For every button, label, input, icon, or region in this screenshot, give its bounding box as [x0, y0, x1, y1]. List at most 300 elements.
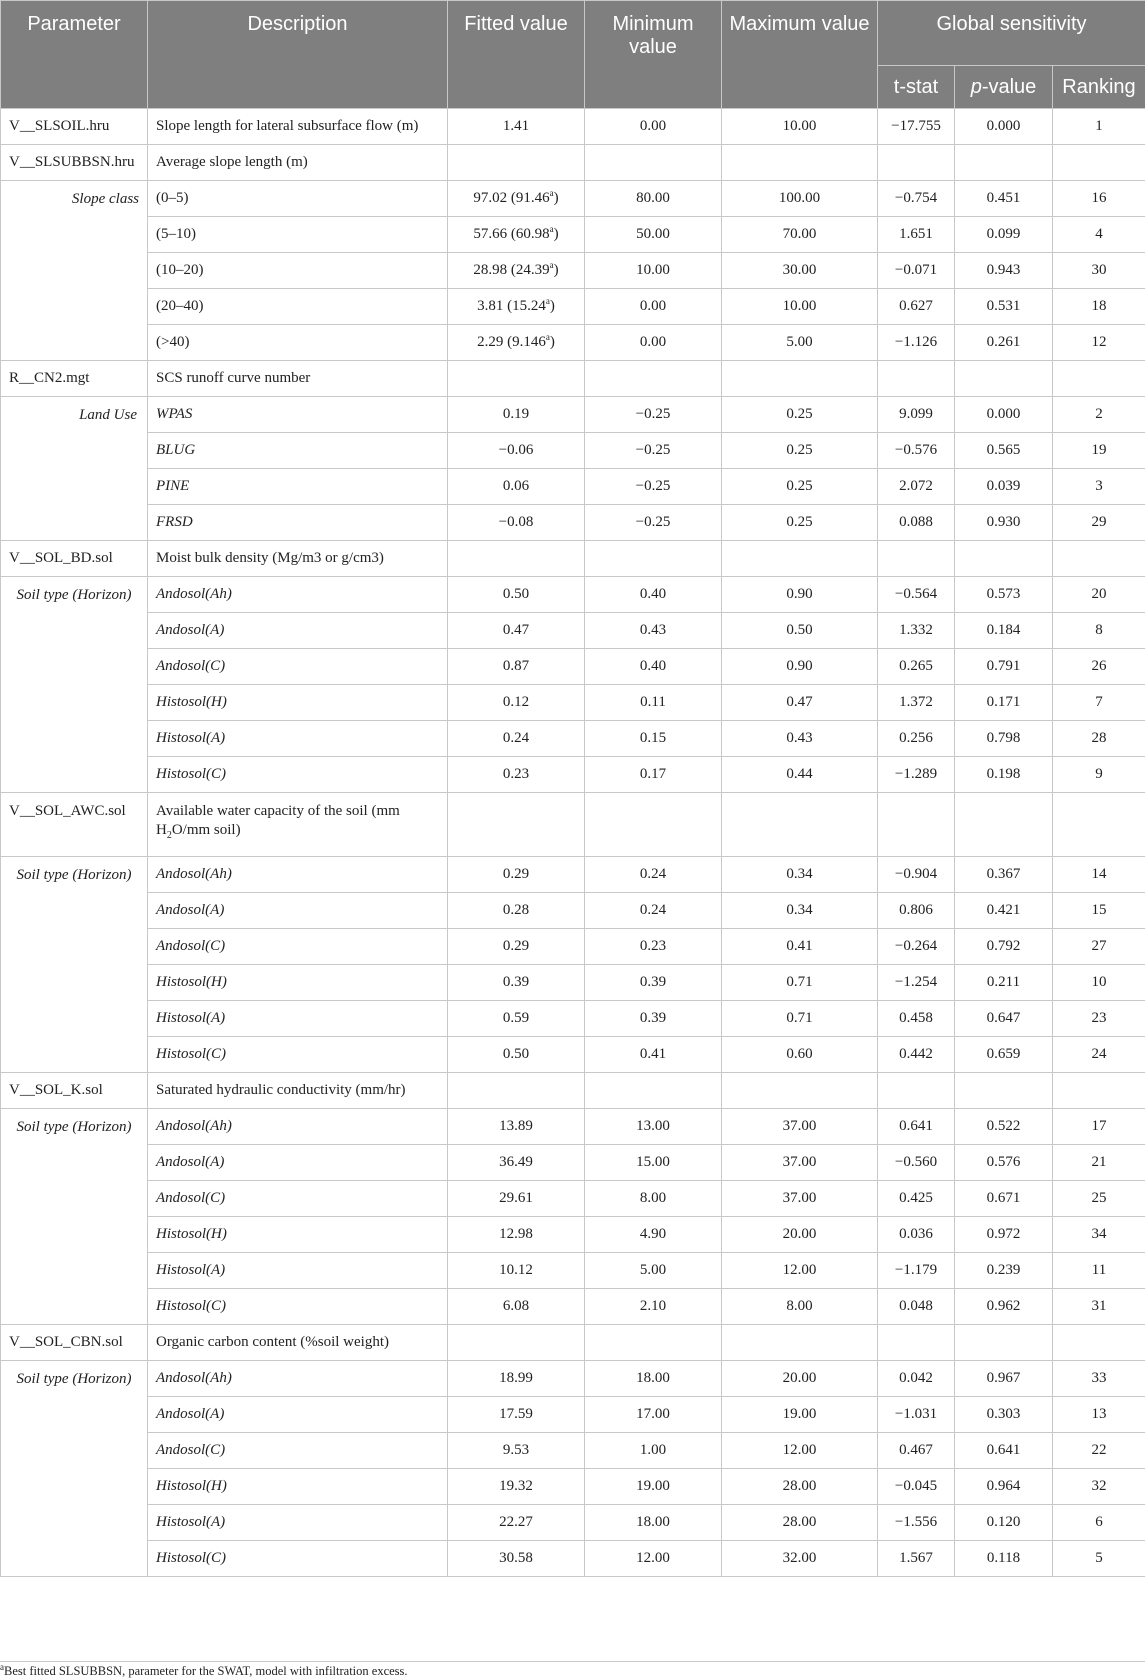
table-row [1, 1541, 1145, 1577]
group-label: Land Use [1, 397, 148, 541]
class-label: Histosol(A) [148, 721, 448, 757]
max-cell: 8.00 [722, 1289, 878, 1325]
fitted-cell: 0.59 [448, 1001, 585, 1037]
parameter-name: V__SOL_BD.sol [1, 541, 148, 577]
class-label: Andosol(C) [148, 929, 448, 965]
class-label: WPAS [148, 397, 448, 433]
ranking-cell: 2 [1053, 397, 1145, 433]
pvalue-cell: 0.303 [955, 1397, 1053, 1433]
pvalue-cell: 0.118 [955, 1541, 1053, 1577]
pvalue-cell: 0.930 [955, 505, 1053, 541]
pvalue-cell: 0.565 [955, 433, 1053, 469]
min-cell: 0.15 [585, 721, 722, 757]
max-cell: 12.00 [722, 1253, 878, 1289]
group-label: Soil type (Horizon) [1, 1109, 148, 1325]
table-row [1, 965, 1145, 1001]
ranking-cell: 3 [1053, 469, 1145, 505]
parameter-name: V__SOL_CBN.sol [1, 1325, 148, 1361]
ranking-cell: 8 [1053, 613, 1145, 649]
ranking-cell: 14 [1053, 857, 1145, 893]
pvalue-cell: 0.798 [955, 721, 1053, 757]
tstat-cell: 0.042 [878, 1361, 955, 1397]
fitted-cell: 0.19 [448, 397, 585, 433]
table-row [1, 325, 1145, 361]
class-label: PINE [148, 469, 448, 505]
fitted-cell: 13.89 [448, 1109, 585, 1145]
min-cell: −0.25 [585, 505, 722, 541]
tstat-cell: 0.627 [878, 289, 955, 325]
fitted-cell: 0.23 [448, 757, 585, 793]
pvalue-cell: 0.671 [955, 1181, 1053, 1217]
table-row [1, 1001, 1145, 1037]
min-cell: 0.24 [585, 857, 722, 893]
pvalue-cell: 0.261 [955, 325, 1053, 361]
ranking-cell: 32 [1053, 1469, 1145, 1505]
pvalue-cell: 0.099 [955, 217, 1053, 253]
max-cell: 0.41 [722, 929, 878, 965]
tstat-cell: −1.556 [878, 1505, 955, 1541]
tstat-cell: 1.332 [878, 613, 955, 649]
min-cell: 0.39 [585, 1001, 722, 1037]
ranking-cell: 18 [1053, 289, 1145, 325]
pvalue-cell: 0.171 [955, 685, 1053, 721]
max-cell: 37.00 [722, 1145, 878, 1181]
tstat-cell: 0.641 [878, 1109, 955, 1145]
group-label: Soil type (Horizon) [1, 577, 148, 793]
ranking-cell: 24 [1053, 1037, 1145, 1073]
table-body [1, 109, 1145, 1577]
max-cell: 0.25 [722, 433, 878, 469]
fitted-cell: 0.50 [448, 1037, 585, 1073]
table-row [1, 361, 1145, 397]
group-label: Slope class [1, 181, 148, 361]
parameter-description: Organic carbon content (%soil weight) [148, 1325, 448, 1361]
tstat-cell: 0.425 [878, 1181, 955, 1217]
ranking-cell: 9 [1053, 757, 1145, 793]
max-cell: 20.00 [722, 1361, 878, 1397]
table-row [1, 1397, 1145, 1433]
table-row [1, 1145, 1145, 1181]
max-cell: 10.00 [722, 289, 878, 325]
class-label: Andosol(Ah) [148, 577, 448, 613]
pvalue-cell: 0.972 [955, 1217, 1053, 1253]
min-cell: −0.25 [585, 469, 722, 505]
fitted-cell: 30.58 [448, 1541, 585, 1577]
header-fitted-value: Fitted value [448, 1, 585, 109]
parameter-description: Available water capacity of the soil (mm $H_2O/mm$ soil) [148, 793, 448, 857]
fitted-cell: 57.66 (60.98$^a$) [448, 217, 585, 253]
pvalue-cell: 0.000 [955, 397, 1053, 433]
max-cell: 32.00 [722, 1541, 878, 1577]
fitted-cell: 6.08 [448, 1289, 585, 1325]
header-t-stat: t-stat [878, 66, 955, 109]
parameter-description: Saturated hydraulic conductivity (mm/hr) [148, 1073, 448, 1109]
pvalue-cell: 0.522 [955, 1109, 1053, 1145]
tstat-cell: −1.179 [878, 1253, 955, 1289]
fitted-cell: 3.81 (15.24$^a$) [448, 289, 585, 325]
min-cell: 0.00 [585, 289, 722, 325]
fitted-cell: 22.27 [448, 1505, 585, 1541]
ranking-cell: 23 [1053, 1001, 1145, 1037]
pvalue-cell: 0.576 [955, 1145, 1053, 1181]
min-cell: 5.00 [585, 1253, 722, 1289]
pvalue-cell: 0.647 [955, 1001, 1053, 1037]
table-row [1, 1181, 1145, 1217]
table-row [1, 1289, 1145, 1325]
tstat-cell: −1.126 [878, 325, 955, 361]
class-label: Andosol(A) [148, 1397, 448, 1433]
min-cell: 19.00 [585, 1469, 722, 1505]
ranking-cell: 25 [1053, 1181, 1145, 1217]
ranking-cell: 29 [1053, 505, 1145, 541]
header-parameter: Parameter [1, 1, 148, 109]
table-row [1, 433, 1145, 469]
table-row [1, 929, 1145, 965]
ranking-cell: 1 [1053, 109, 1145, 145]
fitted-cell: 0.50 [448, 577, 585, 613]
tstat-cell: −1.254 [878, 965, 955, 1001]
header-maximum-value: Maximum value [722, 1, 878, 109]
class-label: Histosol(C) [148, 1037, 448, 1073]
min-cell: 0.11 [585, 685, 722, 721]
pvalue-cell: 0.792 [955, 929, 1053, 965]
min-cell: 10.00 [585, 253, 722, 289]
min-cell: 17.00 [585, 1397, 722, 1433]
max-cell: 0.34 [722, 857, 878, 893]
min-cell: 50.00 [585, 217, 722, 253]
class-label: Andosol(C) [148, 649, 448, 685]
class-label: Histosol(A) [148, 1253, 448, 1289]
ranking-cell: 22 [1053, 1433, 1145, 1469]
class-label: Andosol(C) [148, 1433, 448, 1469]
pvalue-cell: 0.184 [955, 613, 1053, 649]
pvalue-cell: 0.659 [955, 1037, 1053, 1073]
class-label: BLUG [148, 433, 448, 469]
tstat-cell: −0.264 [878, 929, 955, 965]
class-label: Histosol(H) [148, 1217, 448, 1253]
max-cell: 100.00 [722, 181, 878, 217]
tstat-cell: −0.564 [878, 577, 955, 613]
table-row [1, 649, 1145, 685]
table-row [1, 109, 1145, 145]
class-label: Andosol(A) [148, 893, 448, 929]
min-cell: 0.43 [585, 613, 722, 649]
pvalue-cell: 0.641 [955, 1433, 1053, 1469]
min-cell: 12.00 [585, 1541, 722, 1577]
table-row [1, 1469, 1145, 1505]
class-label: Andosol(Ah) [148, 1361, 448, 1397]
table-row [1, 469, 1145, 505]
ranking-cell: 21 [1053, 1145, 1145, 1181]
max-cell: 0.50 [722, 613, 878, 649]
max-cell: 0.60 [722, 1037, 878, 1073]
pvalue-cell: 0.943 [955, 253, 1053, 289]
fitted-cell: −0.06 [448, 433, 585, 469]
header-ranking: Ranking [1053, 66, 1145, 109]
header-global-sensitivity: Global sensitivity [878, 1, 1145, 66]
max-cell: 0.44 [722, 757, 878, 793]
max-cell: 0.25 [722, 397, 878, 433]
fitted-cell: 18.99 [448, 1361, 585, 1397]
tstat-cell: −0.071 [878, 253, 955, 289]
ranking-cell: 31 [1053, 1289, 1145, 1325]
table-row [1, 1253, 1145, 1289]
table-row [1, 1433, 1145, 1469]
class-label: Histosol(C) [148, 757, 448, 793]
ranking-cell: 27 [1053, 929, 1145, 965]
ranking-cell: 4 [1053, 217, 1145, 253]
class-label: Andosol(Ah) [148, 1109, 448, 1145]
min-cell: 13.00 [585, 1109, 722, 1145]
fitted-cell: 0.06 [448, 469, 585, 505]
min-cell: 0.41 [585, 1037, 722, 1073]
table-row [1, 217, 1145, 253]
table-row [1, 1217, 1145, 1253]
min-cell: 0.17 [585, 757, 722, 793]
fitted-cell: 0.29 [448, 857, 585, 893]
header-p-value [955, 66, 1053, 109]
max-cell: 0.71 [722, 965, 878, 1001]
pvalue-cell: 0.000 [955, 109, 1053, 145]
max-cell: 0.34 [722, 893, 878, 929]
ranking-cell: 30 [1053, 253, 1145, 289]
tstat-cell: 1.567 [878, 1541, 955, 1577]
pvalue-cell: 0.964 [955, 1469, 1053, 1505]
max-cell: 0.25 [722, 469, 878, 505]
tstat-cell: −0.576 [878, 433, 955, 469]
tstat-cell: 0.265 [878, 649, 955, 685]
max-cell: 37.00 [722, 1181, 878, 1217]
ranking-cell: 19 [1053, 433, 1145, 469]
table-row [1, 181, 1145, 217]
parameter-description: Moist bulk density (Mg/m3 or g/cm3) [148, 541, 448, 577]
pvalue-cell: 0.367 [955, 857, 1053, 893]
max-cell: 5.00 [722, 325, 878, 361]
pvalue-cell: 0.120 [955, 1505, 1053, 1541]
fitted-cell: 97.02 (91.46$^a$) [448, 181, 585, 217]
footnote-marker: a [0, 1661, 4, 1672]
fitted-cell: 0.24 [448, 721, 585, 757]
class-label: Histosol(H) [148, 1469, 448, 1505]
tstat-cell: −17.755 [878, 109, 955, 145]
tstat-cell: 0.442 [878, 1037, 955, 1073]
ranking-cell: 6 [1053, 1505, 1145, 1541]
class-label: Andosol(A) [148, 613, 448, 649]
table-row [1, 857, 1145, 893]
min-cell: −0.25 [585, 433, 722, 469]
table-row [1, 1073, 1145, 1109]
table-row [1, 289, 1145, 325]
fitted-cell: 0.29 [448, 929, 585, 965]
table-row [1, 1037, 1145, 1073]
max-cell: 37.00 [722, 1109, 878, 1145]
ranking-cell: 11 [1053, 1253, 1145, 1289]
table-row [1, 397, 1145, 433]
min-cell: 8.00 [585, 1181, 722, 1217]
class-label: Histosol(H) [148, 685, 448, 721]
class-label: Andosol(Ah) [148, 857, 448, 893]
max-cell: 0.90 [722, 649, 878, 685]
ranking-cell: 7 [1053, 685, 1145, 721]
ranking-cell: 33 [1053, 1361, 1145, 1397]
fitted-cell: 10.12 [448, 1253, 585, 1289]
max-cell: 28.00 [722, 1469, 878, 1505]
fitted-cell: 0.12 [448, 685, 585, 721]
fitted-cell: −0.08 [448, 505, 585, 541]
tstat-cell: 0.088 [878, 505, 955, 541]
tstat-cell: 0.458 [878, 1001, 955, 1037]
max-cell: 0.25 [722, 505, 878, 541]
table-row [1, 505, 1145, 541]
class-label: Histosol(C) [148, 1541, 448, 1577]
ranking-cell: 20 [1053, 577, 1145, 613]
class-label: (10–20) [148, 253, 448, 289]
table-row [1, 893, 1145, 929]
class-label: (>40) [148, 325, 448, 361]
tstat-cell: 2.072 [878, 469, 955, 505]
max-cell: 28.00 [722, 1505, 878, 1541]
pvalue-cell: 0.421 [955, 893, 1053, 929]
fitted-cell: 0.87 [448, 649, 585, 685]
fitted-cell: 0.39 [448, 965, 585, 1001]
parameter-name: R__CN2.mgt [1, 361, 148, 397]
min-cell: 0.00 [585, 109, 722, 145]
table-row [1, 577, 1145, 613]
ranking-cell: 34 [1053, 1217, 1145, 1253]
fitted-cell: 1.41 [448, 109, 585, 145]
min-cell: 18.00 [585, 1505, 722, 1541]
table-row [1, 1109, 1145, 1145]
class-label: Histosol(C) [148, 1289, 448, 1325]
pvalue-cell: 0.531 [955, 289, 1053, 325]
class-label: (20–40) [148, 289, 448, 325]
header-p-italic: p [970, 75, 982, 98]
table-row [1, 541, 1145, 577]
max-cell: 30.00 [722, 253, 878, 289]
class-label: Histosol(A) [148, 1001, 448, 1037]
ranking-cell: 13 [1053, 1397, 1145, 1433]
parameter-description: Average slope length (m) [148, 145, 448, 181]
table-row [1, 685, 1145, 721]
tstat-cell: 1.372 [878, 685, 955, 721]
header-p-suffix: -value [981, 75, 1037, 98]
max-cell: 0.90 [722, 577, 878, 613]
max-cell: 20.00 [722, 1217, 878, 1253]
class-label: Andosol(A) [148, 1145, 448, 1181]
parameter-name: V__SLSUBBSN.hru [1, 145, 148, 181]
pvalue-cell: 0.573 [955, 577, 1053, 613]
max-cell: 10.00 [722, 109, 878, 145]
min-cell: 0.39 [585, 965, 722, 1001]
pvalue-cell: 0.198 [955, 757, 1053, 793]
table-row [1, 1361, 1145, 1397]
class-label: Andosol(C) [148, 1181, 448, 1217]
table-header [1, 1, 1145, 109]
tstat-cell: 0.806 [878, 893, 955, 929]
ranking-cell: 15 [1053, 893, 1145, 929]
min-cell: 2.10 [585, 1289, 722, 1325]
ranking-cell: 10 [1053, 965, 1145, 1001]
tstat-cell: 1.651 [878, 217, 955, 253]
tstat-cell: −0.904 [878, 857, 955, 893]
header-description: Description [148, 1, 448, 109]
max-cell: 12.00 [722, 1433, 878, 1469]
fitted-cell: 19.32 [448, 1469, 585, 1505]
fitted-cell: 0.47 [448, 613, 585, 649]
fitted-cell: 0.28 [448, 893, 585, 929]
pvalue-cell: 0.962 [955, 1289, 1053, 1325]
min-cell: 0.00 [585, 325, 722, 361]
max-cell: 19.00 [722, 1397, 878, 1433]
header-minimum-value: Minimum value [585, 1, 722, 109]
table-row [1, 721, 1145, 757]
class-label: (5–10) [148, 217, 448, 253]
table-row [1, 1505, 1145, 1541]
parameter-name: V__SLSOIL.hru [1, 109, 148, 145]
parameter-name: V__SOL_AWC.sol [1, 793, 148, 857]
tstat-cell: −0.045 [878, 1469, 955, 1505]
min-cell: 18.00 [585, 1361, 722, 1397]
ranking-cell: 12 [1053, 325, 1145, 361]
table-row [1, 1325, 1145, 1361]
tstat-cell: −0.754 [878, 181, 955, 217]
min-cell: 0.24 [585, 893, 722, 929]
pvalue-cell: 0.039 [955, 469, 1053, 505]
table-row [1, 793, 1145, 857]
group-label: Soil type (Horizon) [1, 857, 148, 1073]
tstat-cell: −1.031 [878, 1397, 955, 1433]
pvalue-cell: 0.791 [955, 649, 1053, 685]
fitted-cell: 36.49 [448, 1145, 585, 1181]
fitted-cell: 17.59 [448, 1397, 585, 1433]
ranking-cell: 5 [1053, 1541, 1145, 1577]
min-cell: 80.00 [585, 181, 722, 217]
tstat-cell: 0.036 [878, 1217, 955, 1253]
pvalue-cell: 0.451 [955, 181, 1053, 217]
class-label: (0–5) [148, 181, 448, 217]
table-row [1, 253, 1145, 289]
pvalue-cell: 0.967 [955, 1361, 1053, 1397]
group-label: Soil type (Horizon) [1, 1361, 148, 1577]
fitted-cell: 12.98 [448, 1217, 585, 1253]
tstat-cell: 0.256 [878, 721, 955, 757]
max-cell: 0.47 [722, 685, 878, 721]
ranking-cell: 16 [1053, 181, 1145, 217]
table-row [1, 757, 1145, 793]
footnote-text: Best fitted SLSUBBSN, parameter for the SWAT, model with infiltration excess. [4, 1664, 408, 1678]
parameter-description: SCS runoff curve number [148, 361, 448, 397]
tstat-cell: 0.048 [878, 1289, 955, 1325]
fitted-cell: 29.61 [448, 1181, 585, 1217]
class-label: Histosol(H) [148, 965, 448, 1001]
tstat-cell: −0.560 [878, 1145, 955, 1181]
pvalue-cell: 0.239 [955, 1253, 1053, 1289]
fitted-cell: 9.53 [448, 1433, 585, 1469]
max-cell: 70.00 [722, 217, 878, 253]
max-cell: 0.43 [722, 721, 878, 757]
parameter-name: V__SOL_K.sol [1, 1073, 148, 1109]
max-cell: 0.71 [722, 1001, 878, 1037]
pvalue-cell: 0.211 [955, 965, 1053, 1001]
min-cell: 15.00 [585, 1145, 722, 1181]
min-cell: 0.23 [585, 929, 722, 965]
fitted-cell: 2.29 (9.146$^a$) [448, 325, 585, 361]
min-cell: 0.40 [585, 649, 722, 685]
tstat-cell: −1.289 [878, 757, 955, 793]
ranking-cell: 17 [1053, 1109, 1145, 1145]
table-footnote [0, 1661, 1145, 1679]
ranking-cell: 26 [1053, 649, 1145, 685]
